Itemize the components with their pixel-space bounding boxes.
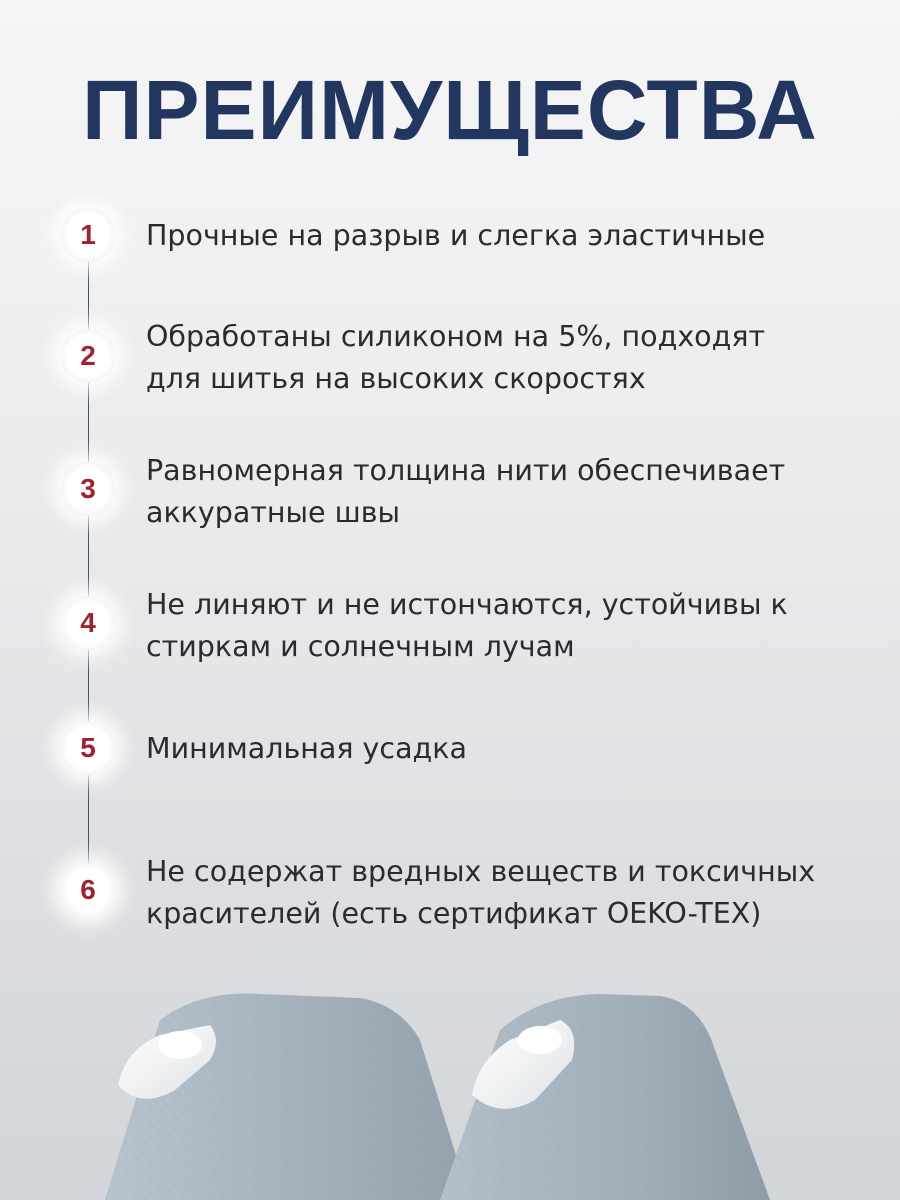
number-badge: 4 <box>61 596 115 650</box>
number-badge: 3 <box>61 462 115 516</box>
benefit-text: Не линяют и не истончаются, устойчивы к стиркам и солнечным лучам <box>146 588 788 663</box>
benefit-text: Прочные на разрыв и слегка эластичные <box>146 219 766 252</box>
number-badge: 1 <box>61 208 115 262</box>
benefit-text: Минимальная усадка <box>146 732 467 765</box>
benefit-text: Не содержат вредных веществ и токсичных красителей (есть сертификат OEKO-TEX) <box>146 855 816 930</box>
number-badge: 2 <box>61 329 115 383</box>
number-badge: 6 <box>61 863 115 917</box>
benefit-text: Равномерная толщина нити обеспечивает аккуратные швы <box>146 454 786 529</box>
number-badge: 5 <box>61 721 115 775</box>
thread-spools-image <box>0 950 900 1200</box>
benefit-text: Обработаны силиконом на 5%, подходят для шитья на высоких скоростях <box>146 320 766 395</box>
page-title: ПРЕИМУЩЕСТВА <box>82 63 818 157</box>
